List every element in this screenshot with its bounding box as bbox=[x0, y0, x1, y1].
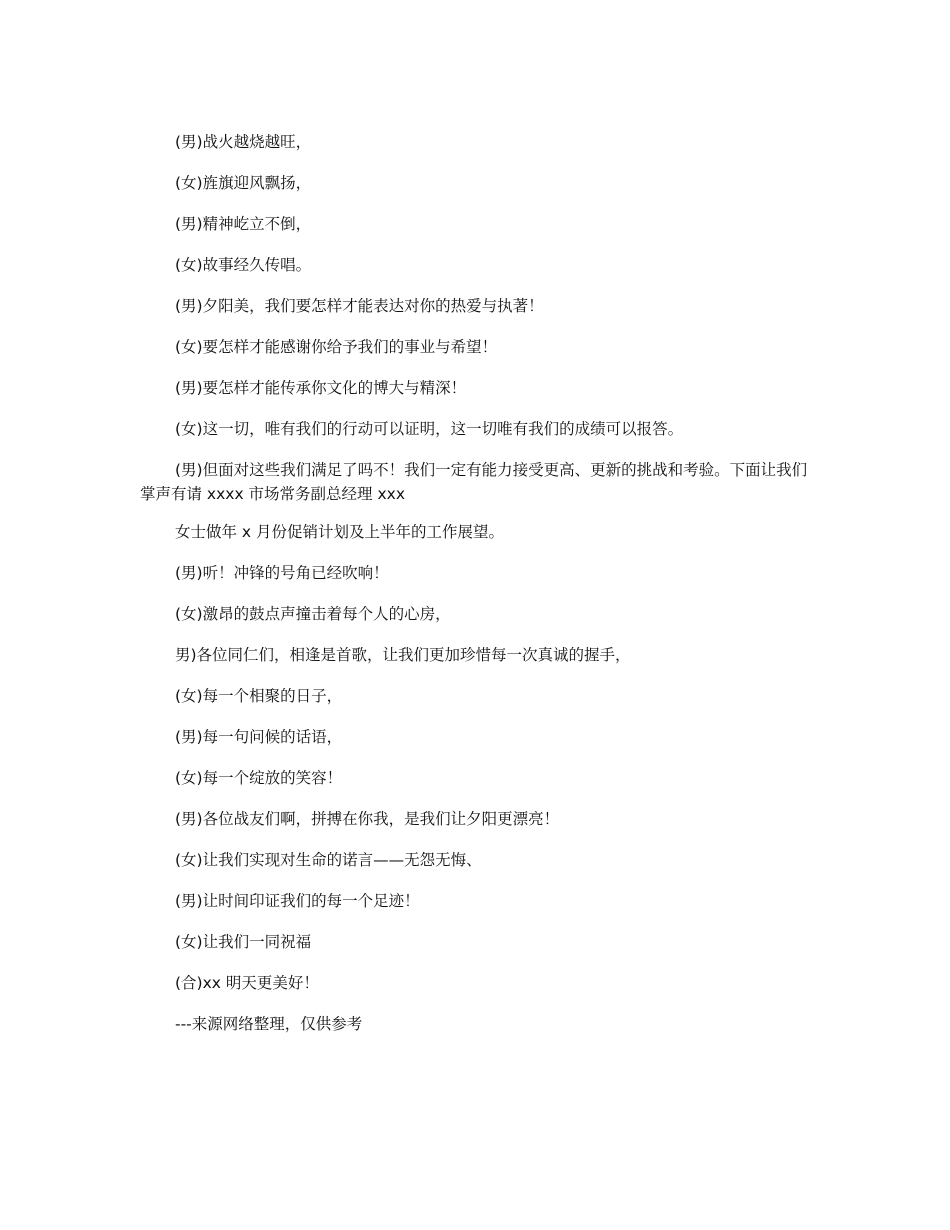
text-line: (女)旌旗迎风飘扬， bbox=[175, 174, 312, 192]
text-line: (男)让时间印证我们的每一个足迹！ bbox=[175, 892, 420, 910]
text-line: (女)这一切，唯有我们的行动可以证明，这一切唯有我们的成绩可以报答。 bbox=[175, 420, 684, 438]
text-line: (女)故事经久传唱。 bbox=[175, 256, 312, 274]
text-line: (男)夕阳美，我们要怎样才能表达对你的热爱与执著！ bbox=[175, 297, 544, 315]
text-line: (女)让我们实现对生命的诺言——无怨无悔、 bbox=[175, 851, 482, 869]
text-line: (女)每一个绽放的笑容！ bbox=[175, 769, 343, 787]
text-paragraph: (男)但面对这些我们满足了吗不！我们一定有能力接受更高、更新的挑战和考验。下面让我们掌声有请 xxxx 市场常务副总经理 xxx bbox=[140, 461, 808, 503]
text-line: (男)战火越烧越旺， bbox=[175, 133, 312, 151]
text-line: (男)听！冲锋的号角已经吹响！ bbox=[175, 564, 389, 582]
text-line: (女)让我们一同祝福 bbox=[175, 933, 312, 951]
text-line: 女士做年 x 月份促销计划及上半年的工作展望。 bbox=[175, 523, 505, 541]
text-line: (合)xx 明天更美好！ bbox=[175, 974, 319, 992]
text-line: (男)每一句问候的话语， bbox=[175, 728, 343, 746]
text-line: (男)要怎样才能传承你文化的博大与精深！ bbox=[175, 379, 467, 397]
text-line: (男)精神屹立不倒， bbox=[175, 215, 312, 233]
text-line: (女)要怎样才能感谢你给予我们的事业与希望！ bbox=[175, 338, 498, 356]
text-line: (女)每一个相聚的日子， bbox=[175, 687, 343, 705]
text-line: (女)激昂的鼓点声撞击着每个人的心房， bbox=[175, 605, 451, 623]
text-line: 男)各位同仁们，相逢是首歌，让我们更加珍惜每一次真诚的握手， bbox=[175, 646, 631, 664]
source-note: ---来源网络整理，仅供参考 bbox=[175, 1015, 363, 1033]
text-line: (男)各位战友们啊，拼搏在你我，是我们让夕阳更漂亮！ bbox=[175, 810, 560, 828]
